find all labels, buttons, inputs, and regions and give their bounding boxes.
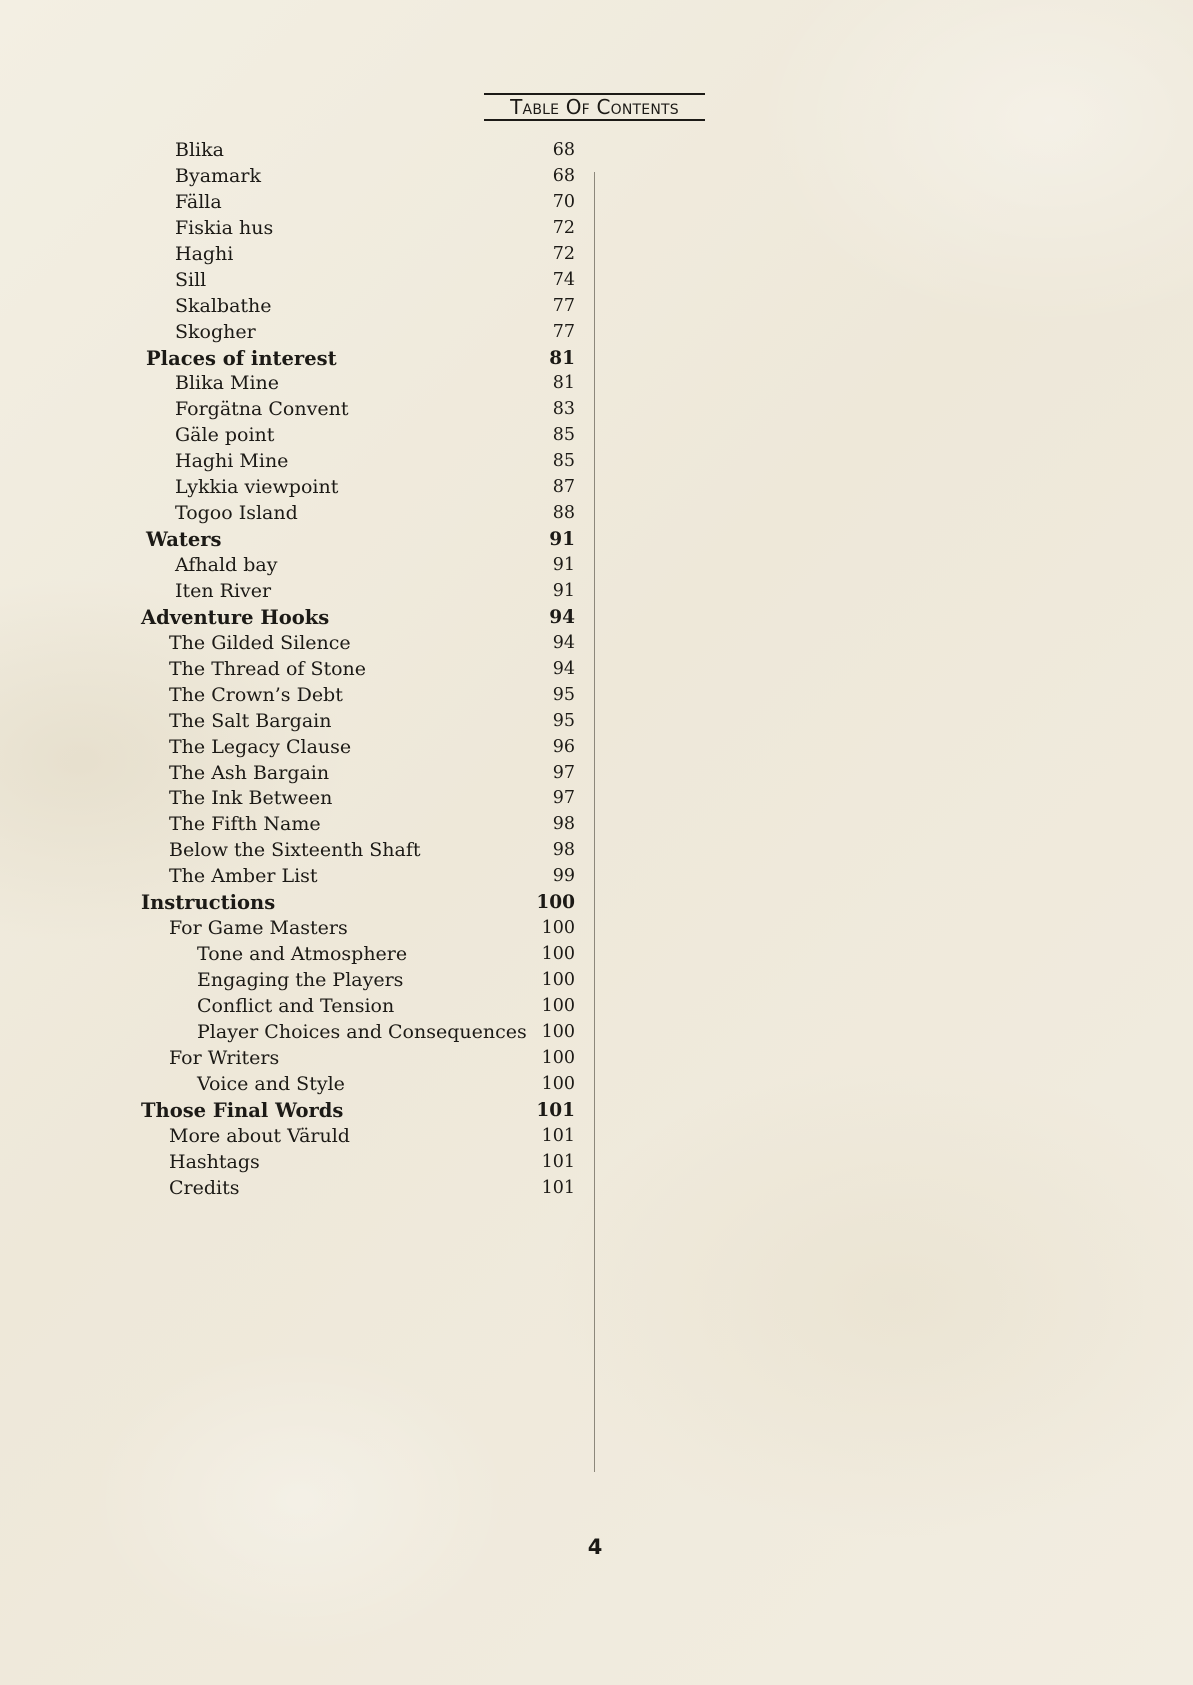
toc-entry-page: 100 bbox=[541, 970, 575, 990]
toc-entry-page: 83 bbox=[552, 399, 575, 420]
toc-entry-label: The Ink Between bbox=[169, 787, 333, 810]
toc-entry-page: 91 bbox=[549, 529, 575, 551]
toc-entry-row[interactable] bbox=[0, 657, 1193, 683]
toc-entry-label: The Fifth Name bbox=[169, 813, 321, 836]
toc-entry-page: 72 bbox=[552, 217, 575, 238]
toc-entry-page: 100 bbox=[541, 995, 575, 1016]
toc-entry-label: The Thread of Stone bbox=[169, 657, 367, 680]
toc-entry-page: 68 bbox=[552, 140, 575, 160]
toc-section-row[interactable] bbox=[0, 346, 1193, 372]
toc-entry-row[interactable] bbox=[0, 1072, 1193, 1098]
toc-entry-row[interactable] bbox=[0, 371, 1193, 397]
toc-entry-label: Haghi Mine bbox=[175, 450, 289, 473]
toc-entry-page: 91 bbox=[552, 555, 575, 575]
toc-entry-row[interactable] bbox=[0, 294, 1193, 320]
toc-section-row[interactable] bbox=[0, 890, 1193, 916]
toc-entry-label: Lykkia viewpoint bbox=[175, 476, 339, 499]
toc-entry-label: Gäle point bbox=[175, 424, 275, 447]
toc-entry-page: 68 bbox=[552, 165, 575, 186]
toc-entry-row[interactable] bbox=[0, 449, 1193, 475]
toc-entry-row[interactable] bbox=[0, 501, 1193, 527]
toc-entry-row[interactable] bbox=[0, 242, 1193, 268]
toc-entry-label: Sill bbox=[175, 268, 207, 291]
toc-entry-page: 100 bbox=[541, 1073, 575, 1094]
toc-entry-label: Tone and Atmosphere bbox=[197, 943, 408, 966]
toc-entry-label: Adventure Hooks bbox=[141, 605, 330, 629]
toc-entry-row[interactable] bbox=[0, 320, 1193, 346]
toc-entry-row[interactable] bbox=[0, 1150, 1193, 1176]
toc-entry-row[interactable] bbox=[0, 968, 1193, 994]
toc-entry-label: Byamark bbox=[175, 164, 261, 187]
toc-entry-label: Iten River bbox=[175, 579, 272, 602]
toc-entry-label: Fälla bbox=[175, 190, 222, 213]
table-of-contents bbox=[0, 138, 1193, 1201]
toc-entry-page: 85 bbox=[552, 451, 575, 472]
toc-header bbox=[484, 93, 705, 121]
toc-entry-page: 94 bbox=[552, 632, 575, 653]
toc-entry-row[interactable] bbox=[0, 579, 1193, 605]
toc-entry-label: Voice and Style bbox=[197, 1072, 345, 1095]
toc-entry-label: Places of interest bbox=[146, 346, 337, 370]
toc-entry-page: 77 bbox=[552, 321, 575, 342]
toc-entry-row[interactable] bbox=[0, 683, 1193, 709]
toc-entry-label: Blika Mine bbox=[175, 372, 280, 395]
toc-entry-label: Blika bbox=[175, 139, 224, 161]
toc-entry-label: The Ash Bargain bbox=[169, 761, 330, 784]
toc-entry-page: 72 bbox=[552, 243, 575, 264]
toc-entry-row[interactable] bbox=[0, 475, 1193, 501]
toc-entry-row[interactable] bbox=[0, 397, 1193, 423]
toc-entry-page: 74 bbox=[552, 269, 575, 290]
toc-entry-row[interactable] bbox=[0, 994, 1193, 1020]
toc-entry-page: 94 bbox=[549, 606, 575, 628]
toc-entry-label: Togoo Island bbox=[175, 502, 298, 525]
toc-entry-page: 98 bbox=[552, 840, 575, 861]
toc-entry-label: Engaging the Players bbox=[197, 969, 404, 991]
toc-entry-label: Forgätna Convent bbox=[175, 398, 349, 421]
toc-entry-row[interactable] bbox=[0, 138, 1193, 164]
toc-entry-label: The Crown’s Debt bbox=[169, 683, 343, 706]
page-number: 4 bbox=[587, 1535, 603, 1559]
toc-entry-row[interactable] bbox=[0, 709, 1193, 735]
toc-entry-page: 97 bbox=[552, 762, 575, 783]
toc-entry-label: Hashtags bbox=[169, 1150, 260, 1173]
toc-entry-row[interactable] bbox=[0, 761, 1193, 787]
toc-entry-page: 95 bbox=[552, 684, 575, 705]
toc-entry-label: The Amber List bbox=[169, 865, 318, 888]
toc-entry-row[interactable] bbox=[0, 216, 1193, 242]
toc-entry-row[interactable] bbox=[0, 1046, 1193, 1072]
toc-entry-label: The Legacy Clause bbox=[169, 735, 352, 758]
toc-section-row[interactable] bbox=[0, 1098, 1193, 1124]
toc-entry-page: 81 bbox=[552, 373, 575, 394]
toc-entry-row[interactable] bbox=[0, 1020, 1193, 1046]
toc-entry-label: Credits bbox=[169, 1176, 240, 1199]
toc-entry-label: The Salt Bargain bbox=[169, 709, 332, 732]
toc-entry-page: 100 bbox=[541, 944, 575, 965]
toc-entry-page: 98 bbox=[552, 814, 575, 835]
toc-header-title: Table Of Contents bbox=[510, 95, 679, 119]
toc-entry-page: 96 bbox=[552, 736, 575, 757]
toc-entry-row[interactable] bbox=[0, 786, 1193, 812]
toc-entry-page: 100 bbox=[536, 892, 575, 914]
toc-entry-row[interactable] bbox=[0, 423, 1193, 449]
toc-entry-row[interactable] bbox=[0, 1176, 1193, 1202]
toc-entry-page: 97 bbox=[552, 788, 575, 809]
toc-entry-page: 94 bbox=[552, 658, 575, 679]
toc-entry-row[interactable] bbox=[0, 735, 1193, 761]
toc-entry-row[interactable] bbox=[0, 838, 1193, 864]
toc-entry-page: 95 bbox=[552, 710, 575, 731]
toc-entry-page: 81 bbox=[549, 347, 575, 369]
toc-entry-page: 87 bbox=[552, 477, 575, 498]
toc-entry-label: Conflict and Tension bbox=[197, 994, 395, 1017]
toc-entry-page: 101 bbox=[541, 1151, 575, 1172]
toc-entry-page: 70 bbox=[552, 191, 575, 212]
toc-entry-page: 100 bbox=[541, 1021, 575, 1042]
toc-entry-page: 101 bbox=[536, 1099, 575, 1121]
toc-entry-label: Those Final Words bbox=[141, 1098, 344, 1122]
toc-entry-page: 91 bbox=[552, 580, 575, 601]
toc-entry-page: 101 bbox=[541, 1177, 575, 1198]
toc-entry-page: 100 bbox=[541, 1047, 575, 1068]
toc-entry-label: More about Väruld bbox=[169, 1124, 350, 1147]
toc-entry-label: Fiskia hus bbox=[175, 216, 274, 239]
toc-entry-row[interactable] bbox=[0, 553, 1193, 579]
toc-entry-page: 88 bbox=[552, 503, 575, 524]
toc-entry-label: For Game Masters bbox=[169, 917, 348, 940]
toc-entry-label: Below the Sixteenth Shaft bbox=[169, 839, 421, 862]
toc-entry-label: Afhald bay bbox=[175, 554, 278, 576]
toc-entry-label: Player Choices and Consequences bbox=[197, 1020, 527, 1043]
toc-entry-page: 101 bbox=[541, 1125, 575, 1146]
toc-entry-label: Instructions bbox=[141, 891, 276, 915]
toc-entry-row[interactable] bbox=[0, 916, 1193, 942]
toc-entry-page: 99 bbox=[552, 866, 575, 887]
toc-entry-label: Waters bbox=[146, 528, 222, 552]
toc-entry-row[interactable] bbox=[0, 1124, 1193, 1150]
toc-entry-row[interactable] bbox=[0, 190, 1193, 216]
toc-entry-label: Skalbathe bbox=[175, 294, 272, 317]
toc-entry-row[interactable] bbox=[0, 812, 1193, 838]
toc-entry-row[interactable] bbox=[0, 631, 1193, 657]
toc-entry-label: For Writers bbox=[169, 1046, 280, 1069]
toc-section-row[interactable] bbox=[0, 605, 1193, 631]
toc-entry-row[interactable] bbox=[0, 164, 1193, 190]
toc-entry-row[interactable] bbox=[0, 942, 1193, 968]
toc-entry-page: 100 bbox=[541, 918, 575, 939]
toc-entry-label: The Gilded Silence bbox=[169, 631, 351, 654]
toc-entry-page: 77 bbox=[552, 295, 575, 316]
toc-entry-label: Skogher bbox=[175, 320, 256, 343]
toc-section-row[interactable] bbox=[0, 527, 1193, 553]
toc-entry-row[interactable] bbox=[0, 864, 1193, 890]
toc-entry-label: Haghi bbox=[175, 242, 234, 265]
toc-entry-row[interactable] bbox=[0, 268, 1193, 294]
toc-entry-page: 85 bbox=[552, 425, 575, 446]
